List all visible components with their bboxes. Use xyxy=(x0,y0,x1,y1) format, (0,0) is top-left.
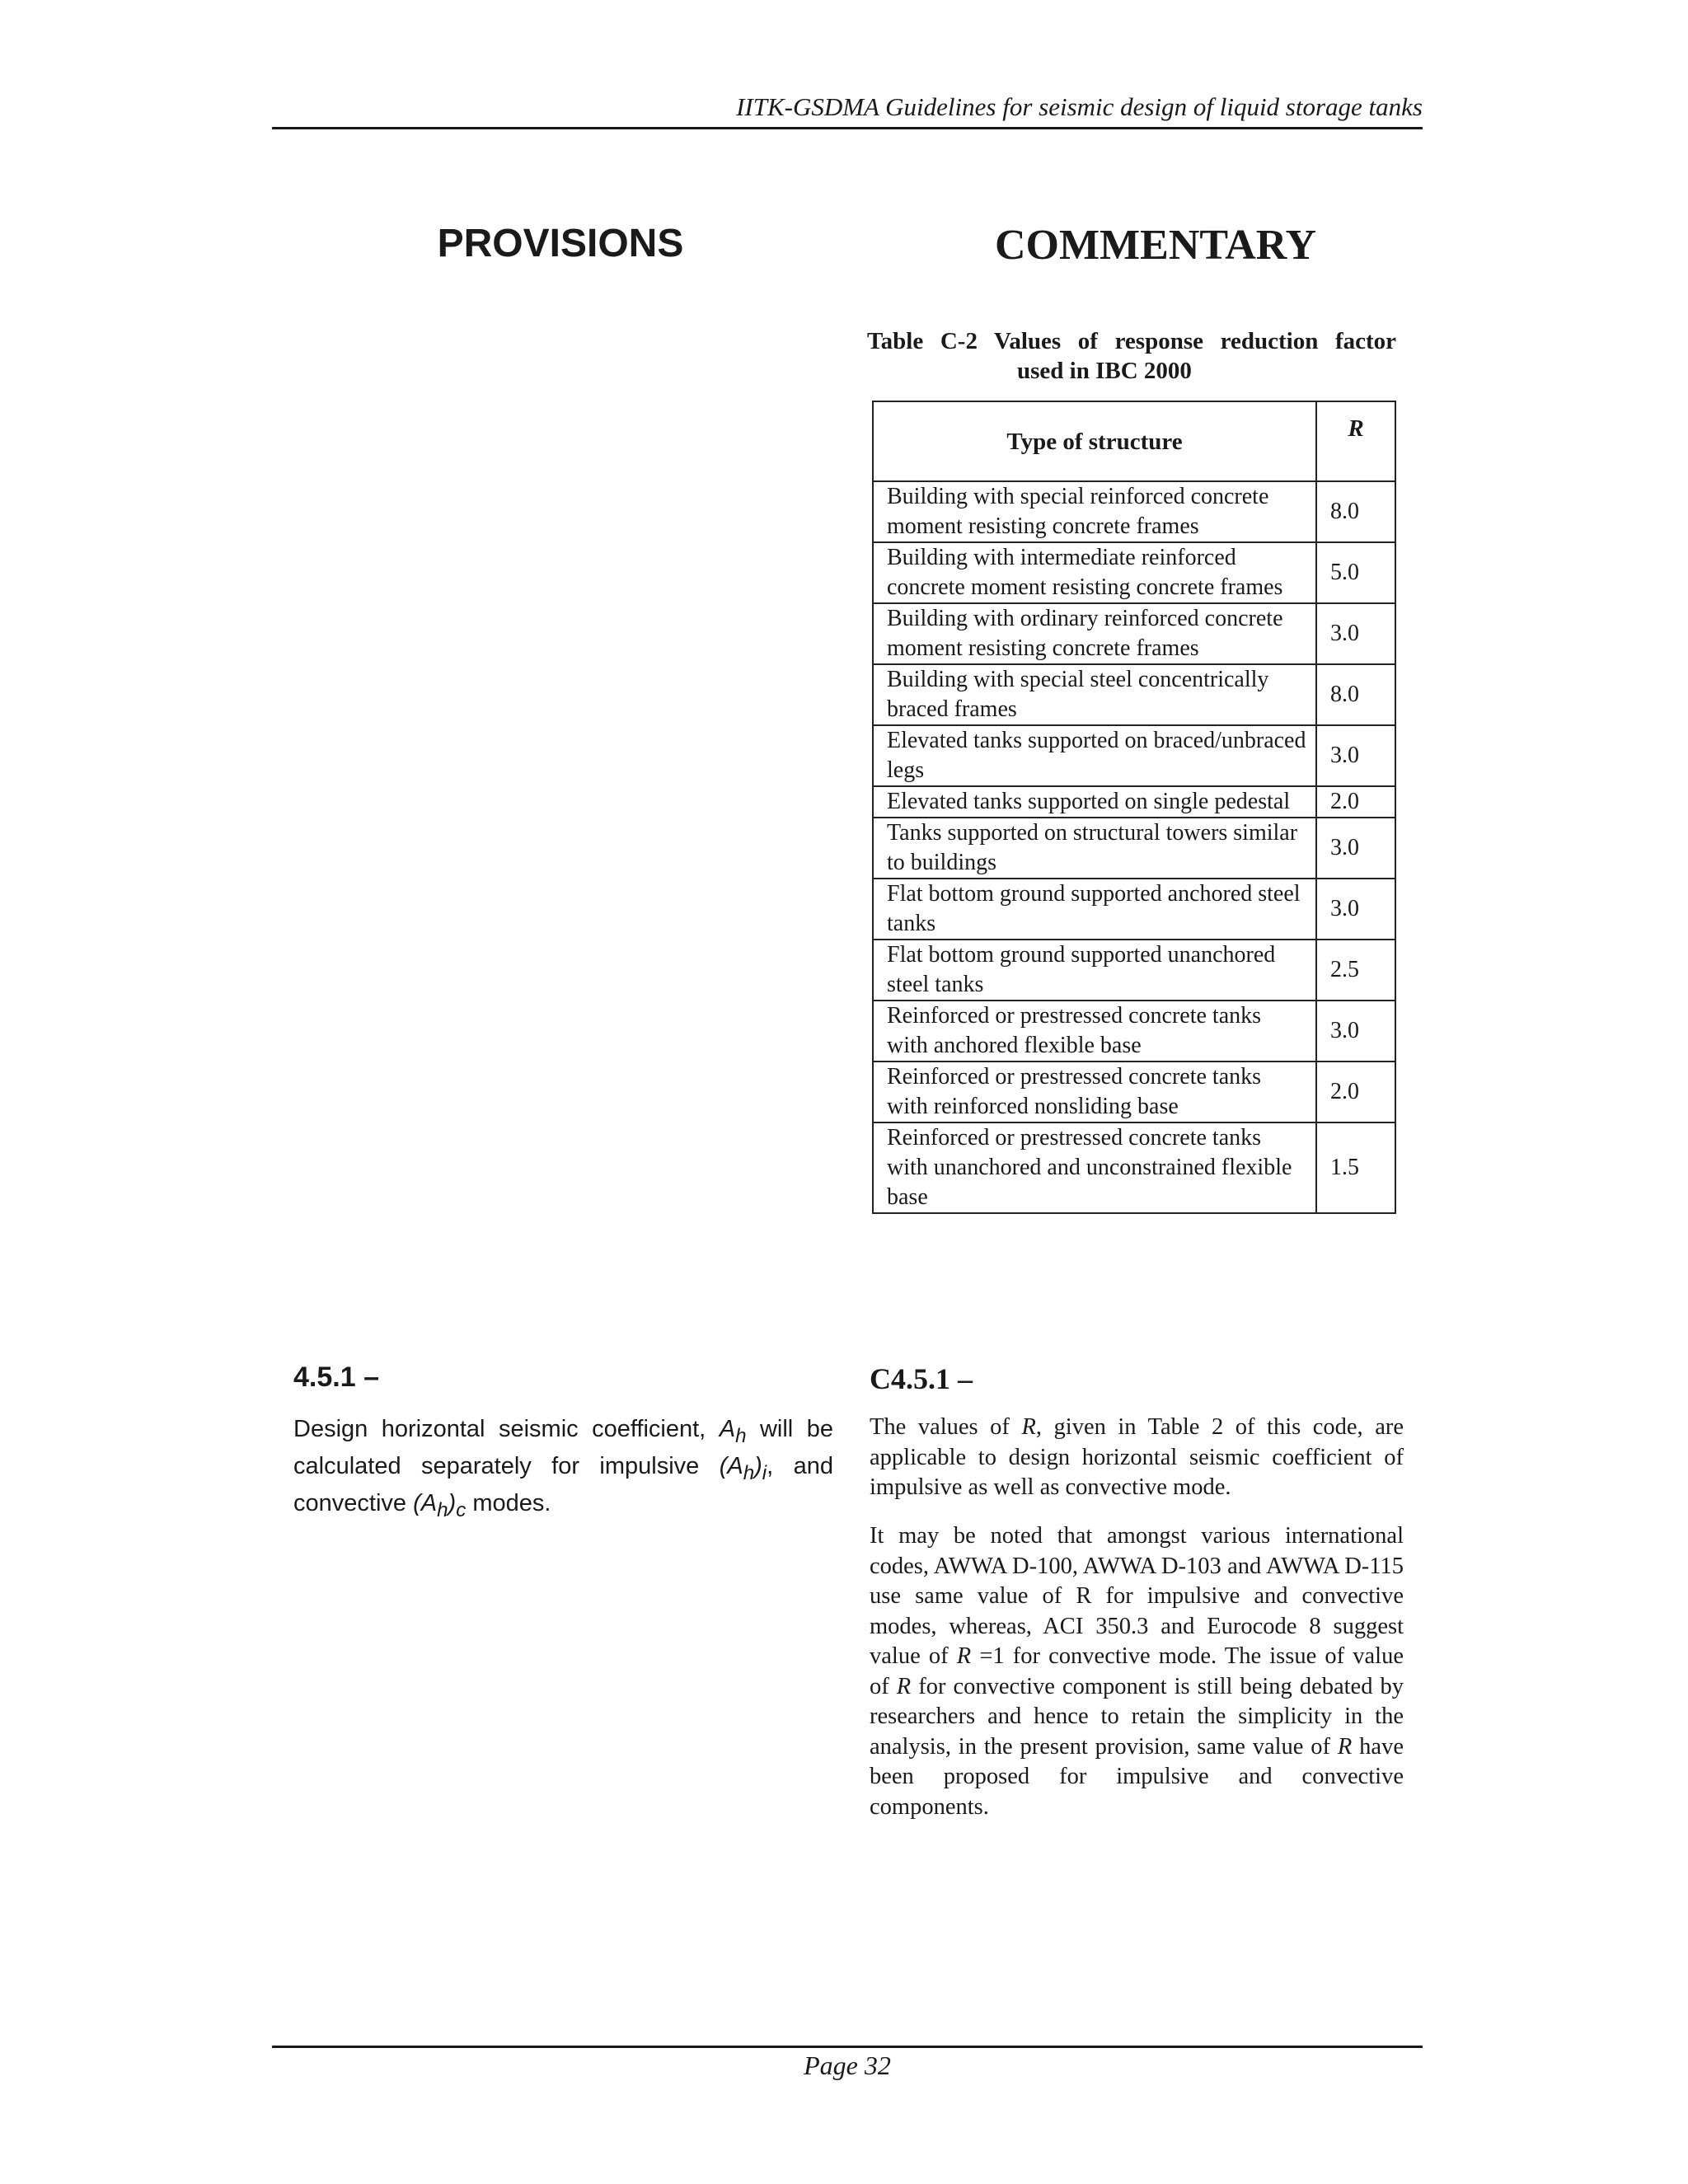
structure-type-cell: Building with intermediate reinforced concrete moment resisting concrete frames xyxy=(873,542,1316,603)
r-value-cell: 1.5 xyxy=(1316,1122,1395,1213)
provision-text-1: Design horizontal seismic coefficient, xyxy=(293,1416,720,1442)
footer-rule xyxy=(272,2046,1423,2048)
structure-type-cell: Flat bottom ground supported anchored steel tanks xyxy=(873,879,1316,940)
comm-p2-text-d: have been proposed for impulsive and convective components. xyxy=(870,1733,1404,1820)
provision-paragraph xyxy=(293,1414,833,1525)
table-row xyxy=(873,603,1395,664)
structure-type-cell: Building with special steel concentrically braced frames xyxy=(873,664,1316,725)
table-caption xyxy=(867,326,1396,386)
comm-p2-r2: R xyxy=(896,1673,912,1699)
provision-section-number: 4.5.1 – xyxy=(293,1361,379,1393)
structure-type-cell: Building with ordinary reinforced concrete moment resisting concrete frames xyxy=(873,603,1316,664)
structure-type-cell: Tanks supported on structural towers similar to buildings xyxy=(873,818,1316,879)
r-value-cell: 2.0 xyxy=(1316,786,1395,818)
provisions-heading: PROVISIONS xyxy=(437,222,684,265)
impulsive-close: ) xyxy=(754,1452,762,1479)
comm-p1-text-a: The values of xyxy=(870,1414,1022,1440)
comm-p2-text-a: It may be noted that amongst various international codes, AWWA D-100, AWWA D-103 and AWWA D-115 use same value of R for impulsive and convective modes, whereas, ACI 350.3 and Eurocode 8 suggest value of xyxy=(870,1523,1404,1669)
impulsive-open: (A xyxy=(719,1452,743,1479)
convective-sub-h: h xyxy=(437,1498,448,1521)
structure-type-cell: Reinforced or prestressed concrete tanks with reinforced nonsliding base xyxy=(873,1062,1316,1122)
column-header-r: R xyxy=(1316,401,1395,481)
structure-type-cell: Building with special reinforced concrete moment resisting concrete frames xyxy=(873,481,1316,542)
r-value-cell: 3.0 xyxy=(1316,603,1395,664)
provision-text-2: will be calculated separately for impulsive xyxy=(293,1416,833,1479)
table-row xyxy=(873,725,1395,786)
r-value-cell: 2.5 xyxy=(1316,940,1395,1001)
r-value-cell: 5.0 xyxy=(1316,542,1395,603)
comm-p2-text-c: for convective component is still being debated by researchers and hence to retain the simplicity in the analysis, in the present provision, same value of xyxy=(870,1673,1404,1760)
commentary-heading: COMMENTARY xyxy=(994,222,1317,269)
commentary-paragraph-2 xyxy=(870,1521,1404,1822)
table-row xyxy=(873,818,1395,879)
table-caption-line2: used in IBC 2000 xyxy=(1017,358,1192,384)
table-caption-line1: Table C-2 Values of response reduction factor xyxy=(867,328,1396,354)
convective-open: (A xyxy=(413,1489,438,1516)
running-title: IITK-GSDMA Guidelines for seismic design of liquid storage tanks xyxy=(736,92,1423,121)
r-value-cell: 3.0 xyxy=(1316,818,1395,879)
commentary-section-number: C4.5.1 – xyxy=(870,1362,973,1395)
r-value-cell: 3.0 xyxy=(1316,725,1395,786)
commentary-paragraph-1 xyxy=(870,1413,1404,1503)
table-header-row xyxy=(873,401,1395,481)
comm-p2-text-b: =1 for convective mode. The issue of value of xyxy=(870,1643,1404,1699)
provision-text-3: , and convective xyxy=(293,1452,834,1516)
table-row xyxy=(873,542,1395,603)
convective-close: ) xyxy=(448,1489,457,1516)
r-value-cell: 3.0 xyxy=(1316,1001,1395,1062)
r-value-cell: 2.0 xyxy=(1316,1062,1395,1122)
comm-p1-text-b: , given in Table 2 of this code, are applicable to design horizontal seismic coefficient of impulsive as well as convective mode. xyxy=(870,1414,1404,1500)
running-header xyxy=(272,91,1423,129)
response-reduction-table xyxy=(872,401,1396,1214)
impulsive-sub-h: h xyxy=(743,1461,755,1484)
page-number: Page 32 xyxy=(804,2050,891,2080)
r-value-cell: 8.0 xyxy=(1316,481,1395,542)
structure-type-cell: Reinforced or prestressed concrete tanks with unanchored and unconstrained flexible base xyxy=(873,1122,1316,1213)
ah-symbol: A xyxy=(719,1416,736,1442)
table-row xyxy=(873,664,1395,725)
ah-subscript: h xyxy=(735,1424,747,1447)
comm-p2-r3: R xyxy=(1337,1733,1353,1760)
r-value-cell: 3.0 xyxy=(1316,879,1395,940)
table-row xyxy=(873,1122,1395,1213)
provision-text-4: modes. xyxy=(466,1489,551,1516)
table-row xyxy=(873,481,1395,542)
table-row xyxy=(873,1062,1395,1122)
table-row xyxy=(873,879,1395,940)
column-header-type: Type of structure xyxy=(873,401,1316,481)
impulsive-sub-i: i xyxy=(762,1461,767,1484)
comm-p1-r: R xyxy=(1021,1414,1036,1440)
convective-sub-c: c xyxy=(456,1498,467,1521)
comm-p2-r1: R xyxy=(956,1643,972,1669)
structure-type-cell: Elevated tanks supported on single pedestal xyxy=(873,786,1316,818)
structure-type-cell: Reinforced or prestressed concrete tanks with anchored flexible base xyxy=(873,1001,1316,1062)
r-value-cell: 8.0 xyxy=(1316,664,1395,725)
table-row xyxy=(873,786,1395,818)
structure-type-cell: Flat bottom ground supported unanchored steel tanks xyxy=(873,940,1316,1001)
table-row xyxy=(873,1001,1395,1062)
table-row xyxy=(873,940,1395,1001)
structure-type-cell: Elevated tanks supported on braced/unbraced legs xyxy=(873,725,1316,786)
